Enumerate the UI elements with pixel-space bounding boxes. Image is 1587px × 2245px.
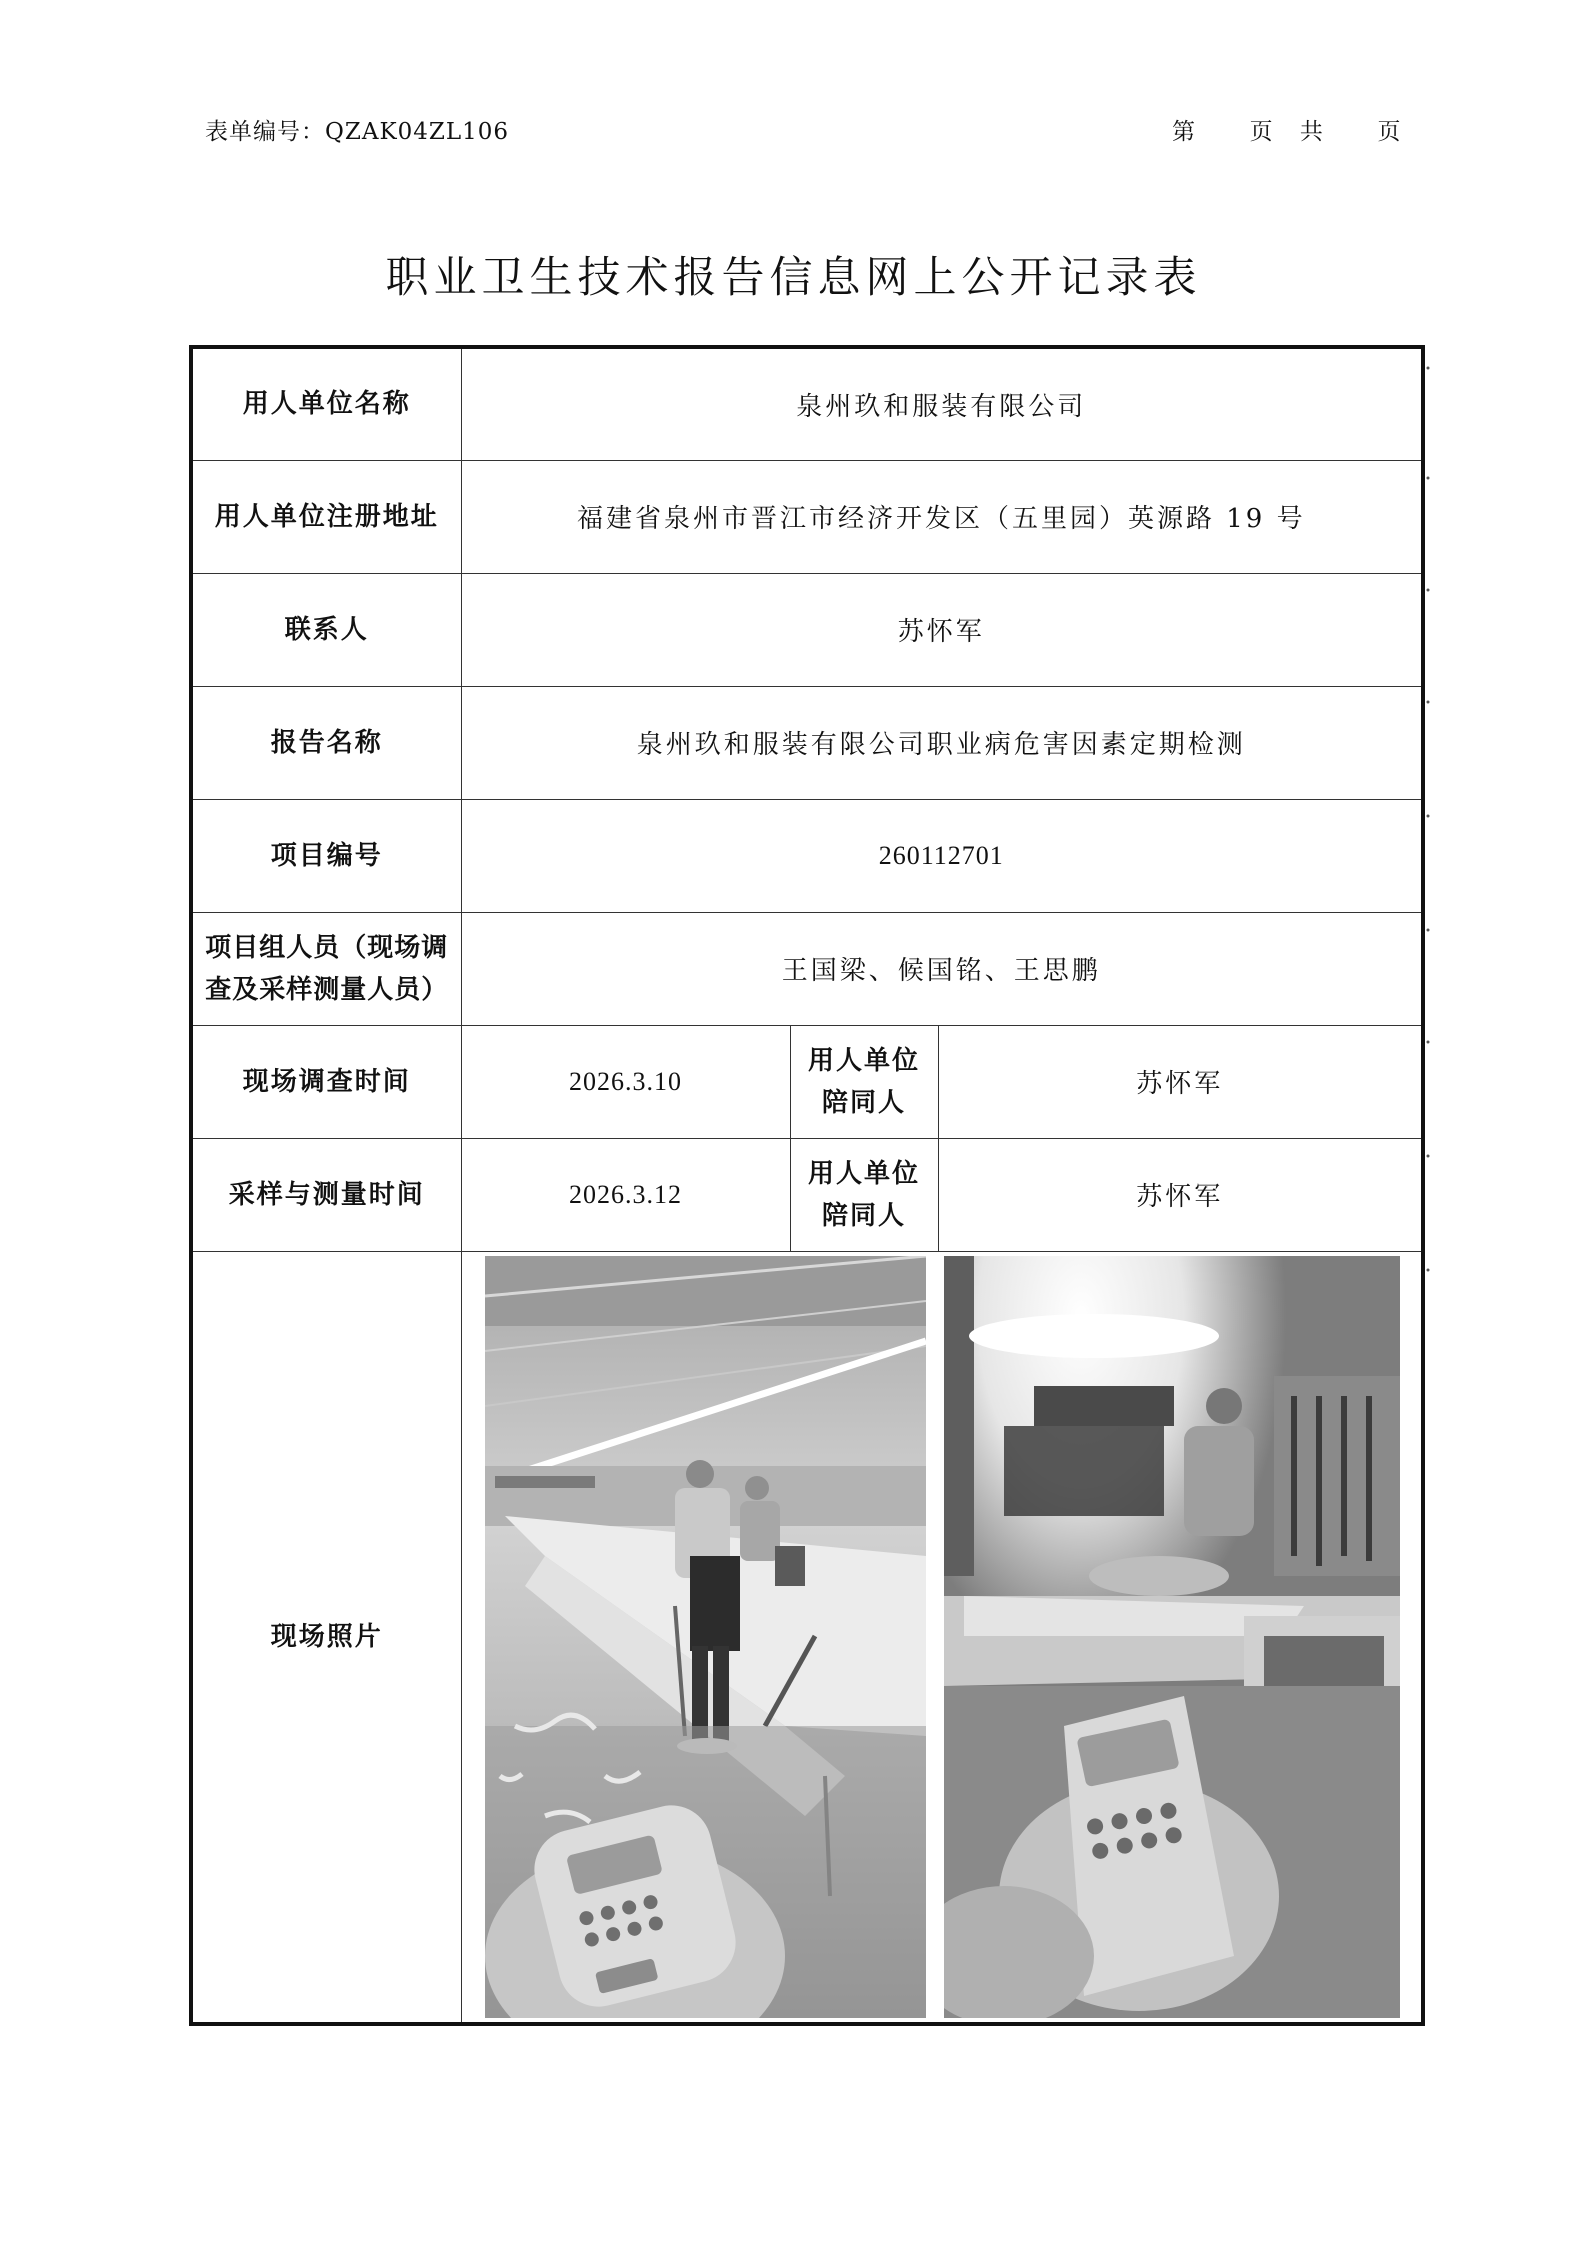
photos-cell	[461, 1251, 1423, 2024]
report-name-value: 泉州玖和服装有限公司职业病危害因素定期检测	[461, 686, 1423, 799]
sampling-label: 采样与测量时间	[191, 1138, 461, 1251]
employer-address-value: 福建省泉州市晋江市经济开发区（五里园）英源路 19 号	[461, 460, 1423, 573]
project-number-label: 项目编号	[191, 799, 461, 912]
site-photo-pressing-station	[944, 1256, 1400, 2018]
project-number-value: 260112701	[461, 799, 1423, 912]
sampling-date: 2026.3.12	[461, 1138, 790, 1251]
row-employer-address	[191, 460, 1423, 573]
margin-marks	[1426, 360, 1432, 1360]
employer-address-label: 用人单位注册地址	[191, 460, 461, 573]
record-table	[189, 345, 1425, 2026]
row-project-number	[191, 799, 1423, 912]
report-name-label: 报告名称	[191, 686, 461, 799]
site-survey-escort-label: 用人单位陪同人	[790, 1025, 938, 1138]
project-members-value: 王国梁、候国铭、王思鹏	[461, 912, 1423, 1025]
row-contact	[191, 573, 1423, 686]
employer-name-label: 用人单位名称	[191, 347, 461, 460]
site-survey-label: 现场调查时间	[191, 1025, 461, 1138]
sampling-escort-label: 用人单位陪同人	[790, 1138, 938, 1251]
contact-value: 苏怀军	[461, 573, 1423, 686]
document-title: 职业卫生技术报告信息网上公开记录表	[385, 253, 1202, 303]
row-photos	[191, 1251, 1423, 2024]
site-survey-date: 2026.3.10	[461, 1025, 790, 1138]
row-sampling	[191, 1138, 1423, 1251]
sampling-escort-value: 苏怀军	[938, 1138, 1423, 1251]
employer-name-value: 泉州玖和服装有限公司	[461, 347, 1423, 460]
row-employer-name	[191, 347, 1423, 460]
site-survey-escort-value: 苏怀军	[938, 1025, 1423, 1138]
page-info: 第 页 共 页	[1172, 119, 1401, 145]
row-site-survey	[191, 1025, 1423, 1138]
row-report-name	[191, 686, 1423, 799]
form-number: 表单编号：QZAK04ZL106	[205, 119, 510, 145]
contact-label: 联系人	[191, 573, 461, 686]
project-members-label: 项目组人员（现场调查及采样测量人员）	[191, 912, 461, 1025]
site-photo-cutting-table	[485, 1256, 926, 2018]
row-project-members	[191, 912, 1423, 1025]
photos-label: 现场照片	[191, 1251, 461, 2024]
